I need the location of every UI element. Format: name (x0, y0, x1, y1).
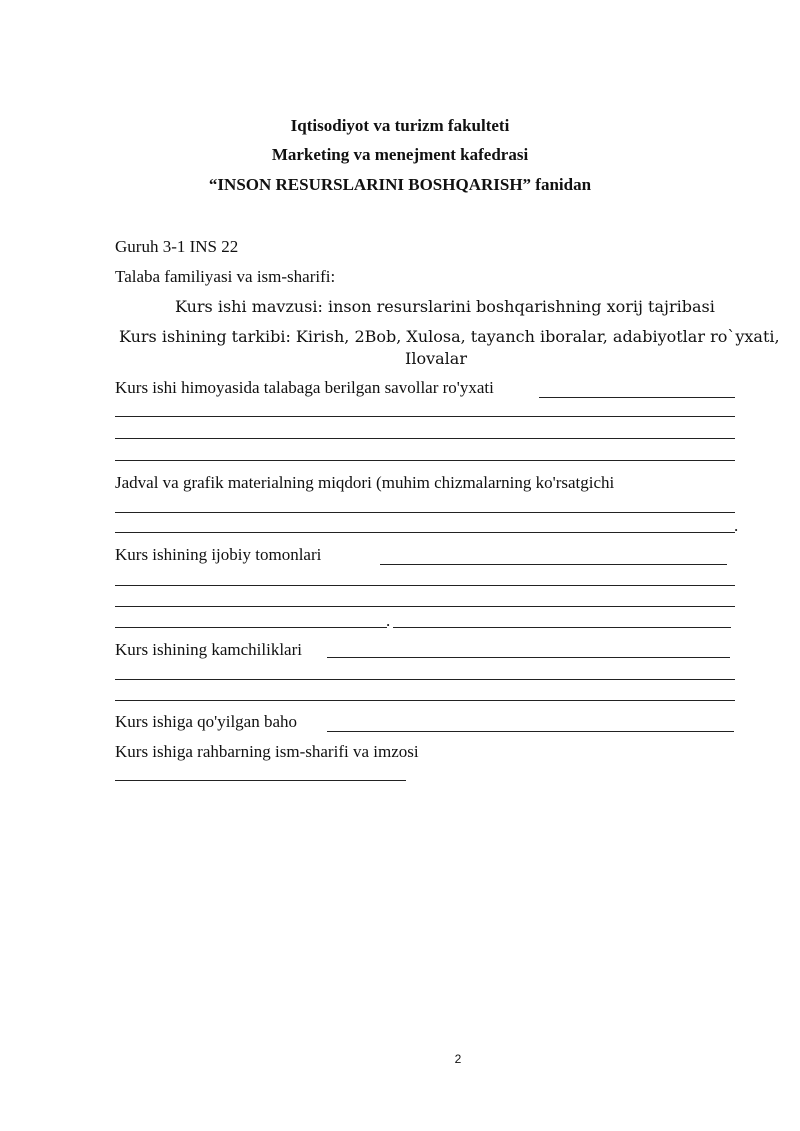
department-title: Marketing va menejment kafedrasi (271, 145, 529, 164)
subject-title: “INSON RESURSLARINI BOSHQARISH” fanidan (208, 175, 592, 194)
structure-text-line2: Ilovalar (405, 349, 467, 368)
positives-answer-line[interactable] (380, 564, 727, 565)
positives-mid-mark: . (386, 611, 391, 630)
tables-label: Jadval va grafik materialning miqdori (muhim chizmalarning ko'rsatgichi (115, 473, 615, 492)
tables-answer-line[interactable] (115, 532, 735, 533)
weaknesses-answer-line[interactable] (327, 657, 730, 658)
group-label: Guruh 3-1 INS 22 (115, 237, 239, 256)
questions-answer-line[interactable] (115, 460, 735, 461)
structure-text-line1: Kurs ishining tarkibi: Kirish, 2Bob, Xulosa, tayanch iboralar, adabiyotlar ro`yxati, (119, 327, 780, 346)
positives-answer-line[interactable] (115, 585, 735, 586)
questions-answer-line[interactable] (539, 397, 735, 398)
grade-label: Kurs ishiga qo'yilgan baho (115, 712, 298, 731)
positives-answer-line[interactable] (393, 627, 731, 628)
positives-answer-line[interactable] (115, 606, 735, 607)
weaknesses-answer-line[interactable] (115, 679, 735, 680)
page-number: 2 (454, 1052, 462, 1066)
topic-text: Kurs ishi mavzusi: inson resurslarini boshqarishning xorij tajribasi (175, 297, 715, 316)
tables-end-mark: . (734, 516, 739, 535)
grade-answer-line[interactable] (327, 731, 734, 732)
supervisor-signature-line[interactable] (115, 780, 406, 781)
questions-answer-line[interactable] (115, 416, 735, 417)
positives-label: Kurs ishining ijobiy tomonlari (115, 545, 322, 564)
supervisor-label: Kurs ishiga rahbarning ism-sharifi va imzosi (115, 742, 419, 761)
tables-answer-line[interactable] (115, 512, 735, 513)
student-name-label: Talaba familiyasi va ism-sharifi: (115, 267, 336, 286)
faculty-title: Iqtisodiyot va turizm fakulteti (290, 116, 510, 135)
weaknesses-answer-line[interactable] (115, 700, 735, 701)
questions-answer-line[interactable] (115, 438, 735, 439)
weaknesses-label: Kurs ishining kamchiliklari (115, 640, 302, 659)
questions-label: Kurs ishi himoyasida talabaga berilgan savollar ro'yxati (115, 378, 494, 397)
positives-answer-line[interactable] (115, 627, 387, 628)
